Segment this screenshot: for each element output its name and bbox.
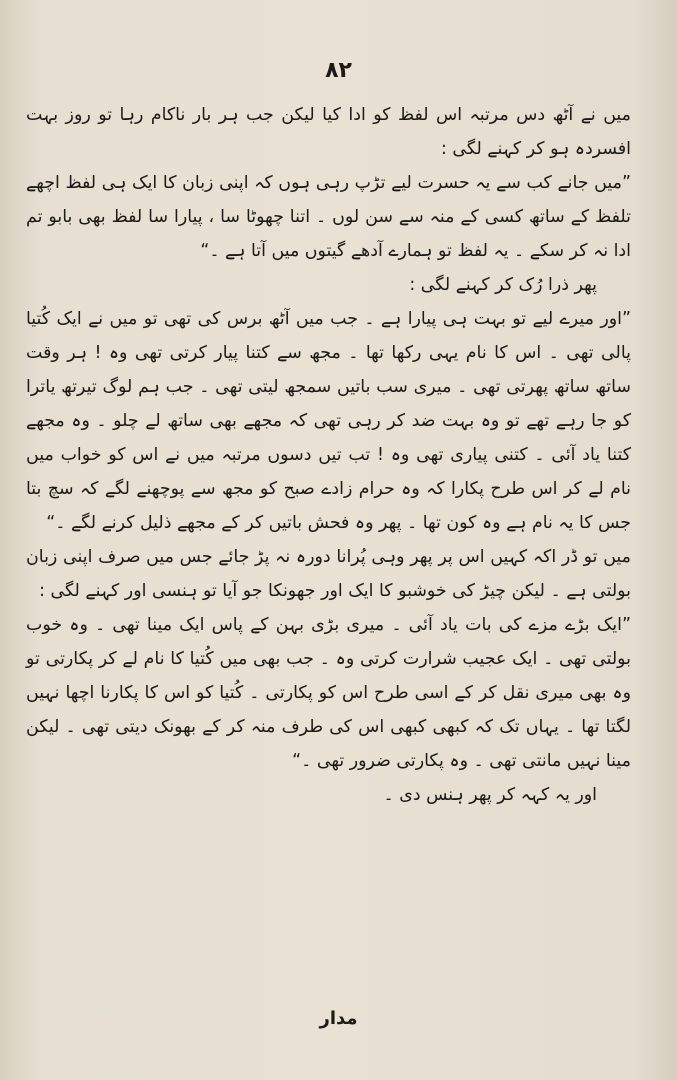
- paragraph-fear: میں تو ڈر اکہ کہیں اس پر پھر وہی پُرانا دورہ نہ پڑ جائے جس میں صرف اپنی زبان بولتی ہے ۔ لیکن چیڑ کی خوشبو کا ایک اور جھونکا جو آیا تو ہنسی اور کہنے لگی :: [26, 547, 631, 601]
- paragraph-quote-longing: ”میں جانے کب سے یہ حسرت لیے تڑپ رہی ہوں کہ اپنی زبان کا ایک ہی لفظ اچھے تلفظ کے ساتھ کسی کے منہ سے سن لوں ۔ اتنا چھوٹا سا ، پیارا سا لفظ بھی بابو تم ادا نہ کر سکے ۔ یہ لفظ تو ہمارے آدھے گیتوں میں آتا ہے ۔“: [26, 173, 631, 261]
- paragraph-quote-dog: ”اور میرے لیے تو بہت ہی پیارا ہے ۔ جب میں آٹھ برس کی تھی تو میں نے ایک کُتیا پالی تھی ۔ اس کا نام یہی رکھا تھا ۔ مجھ سے کتنا پیار کرتی تھی وہ ! ہر وقت ساتھ ساتھ پھرتی تھی ۔ میری سب باتیں سمجھ لیتی تھی ۔ جب ہم لوگ تیرتھ یاترا کو جا رہے تھے تو وہ بہت ضد کر رہی تھی کہ مجھے بھی ساتھ لے چلو ۔ وہ مجھے کتنا یاد آئی ۔ کتنی پیاری تھی وہ ! تب تیں دسوں مرتبہ میں نے اس کو خواب میں نام لے کر اس طرح پکارا کہ وہ حرام زادے صبح کو مجھ سے پوچھنے لگے کہ سچ بتا جس کا یہ نام ہے وہ کون تھا ۔ پھر وہ فحش باتیں کر کے مجھے ذلیل کرنے لگے ۔“: [26, 309, 631, 533]
- paragraph-closing: اور یہ کہہ کر پھر ہنس دی ۔: [383, 785, 597, 805]
- paragraph-pause: پھر ذرا رُک کر کہنے لگی :: [409, 275, 597, 295]
- page-footer: مدار: [319, 1008, 358, 1029]
- page-number: ۸۲: [325, 58, 352, 83]
- paragraph-intro: میں نے آٹھ دس مرتبہ اس لفظ کو ادا کیا لیکن جب ہر بار ناکام رہا تو روز بہت افسردہ ہو کر کہنے لگی :: [26, 105, 631, 159]
- page-body-text: [26, 98, 651, 812]
- paragraph-quote-mynah: ”ایک بڑے مزے کی بات یاد آئی ۔ میری بڑی بہن کے پاس ایک مینا تھی ۔ وہ خوب بولتی تھی ۔ ایک عجیب شرارت کرتی وہ ۔ جب بھی میں کُتیا کا نام لے کر پکارتی تو وہ بھی میری نقل کر کے اسی طرح اس کو پکارتی ۔ کُتیا کو اس کا پکارنا اچھا نہیں لگتا تھا ۔ یہاں تک کہ کبھی کبھی اس کی طرف منہ کر کے بھونک دیتی تھی ۔ لیکن مینا نہیں مانتی تھی ۔ وہ پکارتی ضرور تھی ۔“: [26, 615, 631, 771]
